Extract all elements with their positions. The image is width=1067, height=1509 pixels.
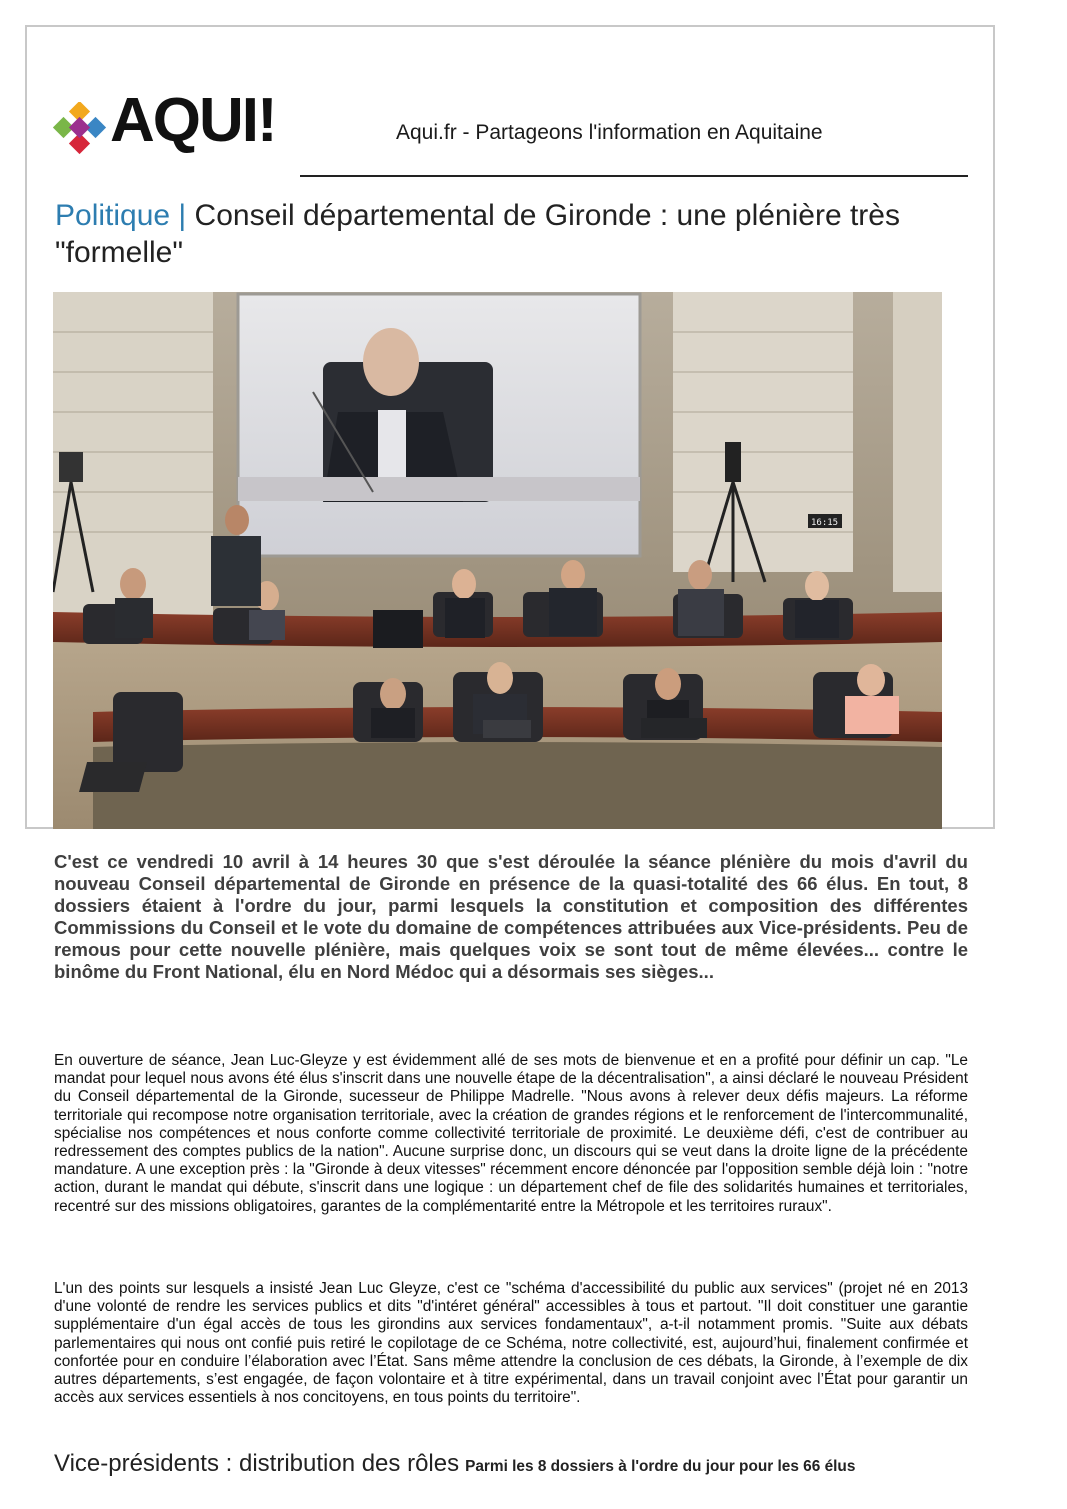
council-chamber-illustration (53, 292, 942, 829)
article-title-text: Conseil départemental de Gironde : une plénière très "formelle" (55, 199, 900, 269)
logo-wordmark: AQUI! (110, 86, 276, 155)
screen-clock-text: 16:15 (811, 518, 839, 528)
site-logo[interactable] (52, 86, 302, 168)
section-lead-in: Parmi les 8 dossiers à l'ordre du jour pour les 66 élus (465, 1458, 856, 1475)
article-lead: C'est ce vendredi 10 avril à 14 heures 30 que s'est déroulée la séance plénière du mois d'avril du nouveau Conseil départemental de Gironde en présence de la quasi-totalité des 66 élus. En tout, 8 dossiers étaient à l'ordre du jour, parmi lesquels la constitution et composition des différentes Commissions du Conseil et le vote du domaine de compétences attribuées aux Vice-présidents. Peu de remous pour cette nouvelle plénière, mais quelques voix se sont tout de même élevées... contre le binôme du Front National, élu en Nord Médoc qui a désormais ses sièges... (54, 851, 968, 982)
article-paragraph-1: En ouverture de séance, Jean Luc-Gleyze y est évidemment allé de ses mots de bienvenue et en a profité pour définir un cap. "Le mandat pour lequel nous avons été élus s'inscrit dans une nouvelle étape de la décentralisation", a ainsi déclaré le nouveau Président du Conseil départemental de la Gironde, sucesseur de Philippe Madrelle. "Nous avons à relever deux défis majeurs. La réforme territoriale qui recompose notre organisation territoriale, avec la création de grandes régions et le renforcement de l'intercommunalité, spécialise nos compétences et nous conforte comme collectivité territoriale de proximité. Le deuxième défi, c'est de contribuer au redressement des comptes publics de la nation". Aucune surprise donc, un discours qui se veut dans la droite ligne de la précédente mandature. A une exception près : la "Gironde à deux vitesses" récemment encore dénoncée par l'opposition semble déjà loin : "notre action, durant le mandat qui débute, s'inscrit dans une logique : un département chef de file des solidarités humaines et territoriales, recentré sur des missions obligatoires, garantes de la complémentarité entre la Métropole et les territoires ruraux". (54, 1052, 968, 1215)
section-heading-row (54, 1450, 968, 1478)
article-category-link[interactable]: Politique | (55, 199, 187, 232)
article-photo (53, 292, 942, 829)
header-divider (300, 175, 968, 177)
section-heading: Vice-présidents : distribution des rôles (54, 1450, 460, 1477)
site-tagline: Aqui.fr - Partageons l'information en Aquitaine (396, 121, 823, 144)
article-title (55, 197, 955, 271)
article-paragraph-2: L'un des points sur lesquels a insisté Jean Luc Gleyze, c'est ce "schéma d'accessibilité du public aux services" (projet né en 2013 d'une volonté de rendre les services publics et dits "d'intéret général" accessibles à tous et partout. "Il doit constituer une garantie supplémentaire d'un égal accès de tous les girondins aux services fondamentaux", a-t-il notamment promis. "Suite aux débats parlementaires qui nous ont confié puis retiré le copilotage de ce Schéma, notre collectivité, est, aujourd’hui, finalement confirmée et confortée pour en conduire l’élaboration avec l’État. Sans même attendre la conclusion de ces débats, la Gironde, à l’exemple de dix autres départements, s’est engagée, de façon volontaire et à titre expérimental, dans un travail conjoint avec l’État pour garantir un accès aux services essentiels à nos concitoyens, en tous points du territoire". (54, 1280, 968, 1407)
aqui-diamond-logo-icon (52, 102, 108, 158)
